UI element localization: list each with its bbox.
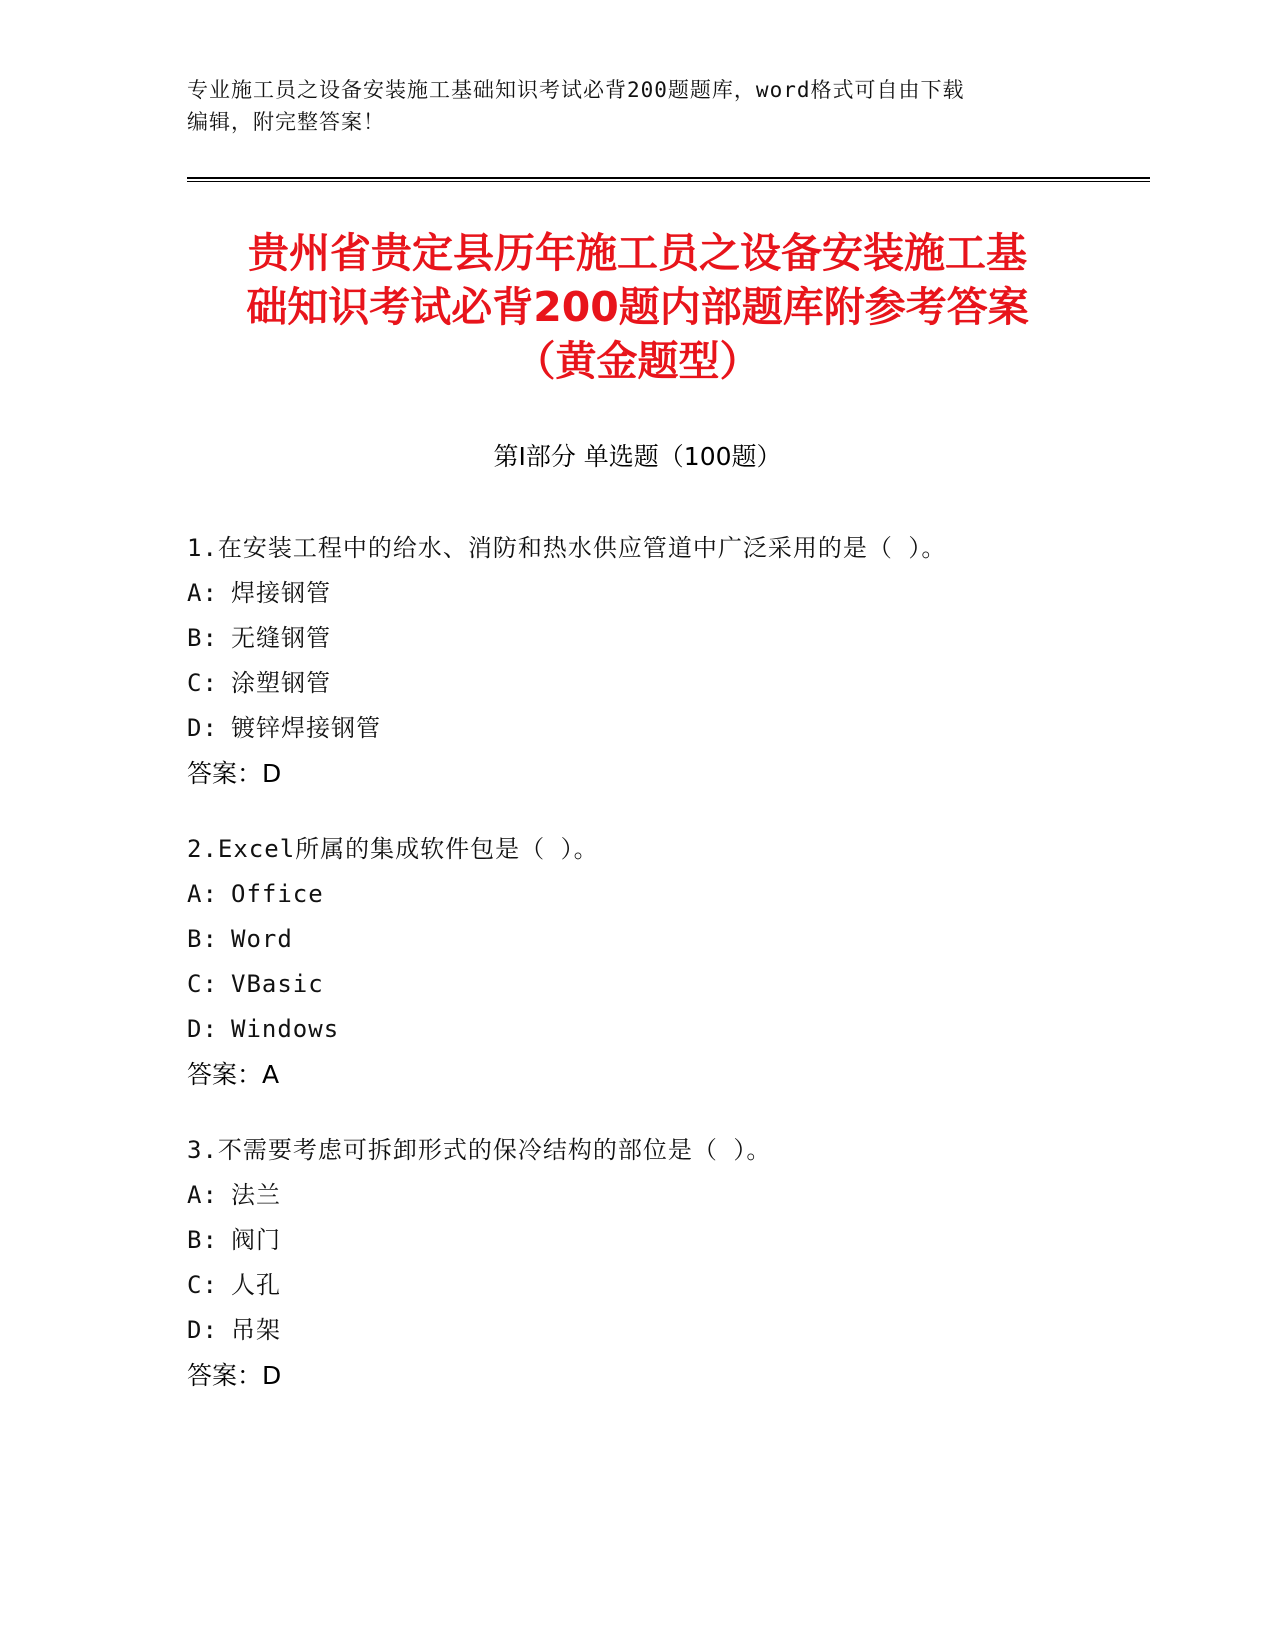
- document-title-line-3: （黄金题型）: [514, 337, 761, 385]
- option-key: B:: [187, 925, 218, 953]
- header-note-line-1: 专业施工员之设备安装施工基础知识考试必背200题题库，word格式可自由下载: [187, 78, 965, 102]
- header-divider-thick: [187, 177, 1150, 179]
- option-text: 法兰: [231, 1181, 281, 1209]
- option-key: A:: [187, 579, 218, 607]
- option-a: [187, 571, 1147, 616]
- option-a: [187, 1173, 1147, 1218]
- option-d: [187, 1007, 1147, 1052]
- answer-line: [187, 751, 1147, 796]
- answer-line: [187, 1353, 1147, 1398]
- option-key: B:: [187, 624, 218, 652]
- question-stem: 1.在安装工程中的给水、消防和热水供应管道中广泛采用的是（ ）。: [187, 534, 947, 562]
- section-heading: 第Ⅰ部分 单选题（100题）: [493, 442, 782, 471]
- option-d: [187, 1308, 1147, 1353]
- option-key: C:: [187, 970, 218, 998]
- option-key: D:: [187, 714, 218, 742]
- option-text: 涂塑钢管: [231, 669, 331, 697]
- question-list: [187, 526, 1147, 1429]
- option-key: A:: [187, 1181, 218, 1209]
- option-c: [187, 962, 1147, 1007]
- question-stem: 2.Excel所属的集成软件包是（ ）。: [187, 835, 599, 863]
- question-3: [187, 1128, 1147, 1398]
- option-key: D:: [187, 1316, 218, 1344]
- option-key: B:: [187, 1226, 218, 1254]
- question-stem: 3.不需要考虑可拆卸形式的保冷结构的部位是（ ）。: [187, 1136, 772, 1164]
- option-key: A:: [187, 880, 218, 908]
- answer-label: 答案：: [187, 759, 263, 788]
- option-key: D:: [187, 1015, 218, 1043]
- option-c: [187, 661, 1147, 706]
- header-note: [187, 74, 1067, 138]
- option-text: Word: [231, 925, 293, 953]
- option-d: [187, 706, 1147, 751]
- document-title-line-2: 础知识考试必背200题内部题库附参考答案: [246, 283, 1029, 331]
- document-title-line-1: 贵州省贵定县历年施工员之设备安装施工基: [248, 229, 1027, 277]
- answer-label: 答案：: [187, 1060, 263, 1089]
- header-divider-thin: [187, 181, 1150, 182]
- option-text: 无缝钢管: [231, 624, 331, 652]
- option-text: Windows: [231, 1015, 340, 1043]
- option-text: 阀门: [231, 1226, 281, 1254]
- option-text: 人孔: [231, 1271, 281, 1299]
- question-2: [187, 827, 1147, 1097]
- answer-value: D: [262, 1361, 282, 1390]
- answer-value: A: [262, 1060, 280, 1089]
- option-text: Office: [231, 880, 324, 908]
- answer-line: [187, 1052, 1147, 1097]
- option-text: 焊接钢管: [231, 579, 331, 607]
- option-key: C:: [187, 669, 218, 697]
- option-a: [187, 872, 1147, 917]
- answer-label: 答案：: [187, 1361, 263, 1390]
- option-text: VBasic: [231, 970, 324, 998]
- option-b: [187, 616, 1147, 661]
- option-key: C:: [187, 1271, 218, 1299]
- option-text: 镀锌焊接钢管: [231, 714, 381, 742]
- option-b: [187, 1218, 1147, 1263]
- option-text: 吊架: [231, 1316, 281, 1344]
- option-b: [187, 917, 1147, 962]
- option-c: [187, 1263, 1147, 1308]
- document-title: [150, 226, 1125, 388]
- header-note-line-2: 编辑，附完整答案！: [187, 110, 385, 134]
- question-1: [187, 526, 1147, 796]
- answer-value: D: [262, 759, 282, 788]
